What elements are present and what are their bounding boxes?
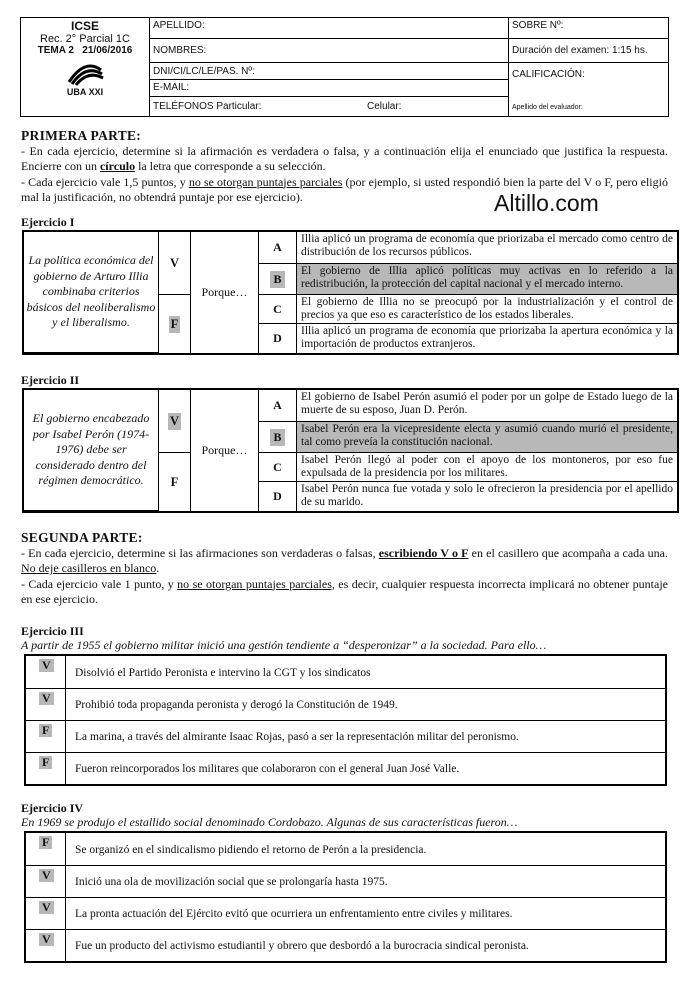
- ej4-table: [24, 831, 667, 963]
- tema-date: TEMA 2 21/06/2016: [37, 45, 133, 56]
- table-row: [26, 721, 665, 753]
- exam-header: [20, 17, 669, 117]
- ej3-intro: A partir de 1955 el gobierno militar inició una gestión tendiente a “desperonizar” a la sociedad. Para ello…: [21, 638, 547, 652]
- ej2-option-c-letter[interactable]: C: [259, 453, 297, 482]
- answer-box[interactable]: F: [26, 833, 66, 865]
- segunda-instr-2: - Cada ejercicio vale 1 punto, y no se otorgan puntajes parciales, es decir, cualquier respuesta incorrecta implicará no obtener puntaje en ese ejercicio.: [21, 576, 668, 606]
- celular-label: Celular:: [367, 101, 402, 112]
- primera-title: PRIMERA PARTE:: [21, 128, 142, 143]
- ej2-statement: El gobierno encabezado por Isabel Perón (1974-1976) debe ser considerado dentro del régimen democrático.: [24, 390, 159, 511]
- ej4-intro: En 1969 se produjo el estallido social denominado Cordobazo. Algunas de sus características fueron…: [21, 815, 518, 829]
- table-row: [26, 866, 665, 898]
- table-row: [26, 930, 665, 961]
- ej1-option-c-text: El gobierno de Illia no se preocupó por la industrialización y el control de precios ya que eso es característico de los estados liberales.: [297, 295, 677, 324]
- answer-box[interactable]: V: [26, 930, 66, 961]
- ej1-v-option[interactable]: V: [159, 232, 191, 295]
- ej2-v-option[interactable]: V: [159, 390, 191, 453]
- table-row: [26, 656, 665, 689]
- watermark: Altillo.com: [494, 190, 599, 216]
- segunda-instr-1: - En cada ejercicio, determine si las afirmaciones son verdaderas o falsas, escribiendo V o F en el casillero que acompaña a cada una. No deje casilleros en blanco.: [21, 545, 668, 575]
- row-text: La marina, a través del almirante Isaac Rojas, pasó a ser la representación militar del peronismo.: [75, 731, 519, 743]
- ej1-option-a-text: Illia aplicó un programa de economía que priorizaba el mercado como centro de distribución de los recursos públicos.: [297, 232, 677, 264]
- table-row: [26, 753, 665, 784]
- answer-box[interactable]: V: [26, 898, 66, 929]
- ej1-option-b-letter[interactable]: B: [259, 264, 297, 295]
- ej2-table: [22, 388, 679, 513]
- evaluador-label: Apellido del evaluador:: [512, 104, 583, 111]
- row-text: Se organizó en el sindicalismo pidiendo el retorno de Perón a la presidencia.: [75, 844, 427, 856]
- answer-box[interactable]: V: [26, 689, 66, 720]
- ej1-statement: La política económica del gobierno de Arturo Illia combinaba criterios básicos del neoliberalismo y el liberalismo.: [24, 232, 159, 353]
- ej2-option-d-letter[interactable]: D: [259, 482, 297, 511]
- ej3-title: Ejercicio III: [21, 624, 84, 638]
- ej2-f-option[interactable]: F: [159, 453, 191, 511]
- ej2-option-a-letter[interactable]: A: [259, 390, 297, 422]
- sobre-field[interactable]: SOBRE Nº:: [509, 18, 669, 39]
- ej2-title: Ejercicio II: [21, 373, 80, 387]
- row-text: La pronta actuación del Ejército evitó que ocurriera un enfrentamiento entre civiles y militares.: [75, 908, 513, 920]
- ej2-porque: Porque…: [191, 390, 259, 511]
- ej2-option-c-text: Isabel Perón llegó al poder con el apoyo de los montoneros, por eso fue expulsada de la presidencia por los militares.: [297, 453, 677, 482]
- calificacion-field[interactable]: CALIFICACIÓN: Apellido del evaluador:: [512, 69, 585, 111]
- row-text: Fue un producto del activismo estudiantil y obrero que desbordó a la burocracia sindical peronista.: [75, 940, 529, 952]
- primera-instr-1: - En cada ejercicio, determine si la afirmación es verdadera o falsa, y a continuación elija el enunciado que justifica la respuesta. Encierre con un círculo la letra que corresponde a su selección.: [21, 143, 668, 173]
- table-row: [26, 898, 665, 930]
- row-text: Inició una ola de movilización social que se prolongaría hasta 1975.: [75, 876, 388, 888]
- segunda-title: SEGUNDA PARTE:: [21, 530, 143, 545]
- ej2-option-b-letter[interactable]: B: [259, 422, 297, 453]
- exam-type: Rec. 2° Parcial 1C: [40, 33, 130, 45]
- primera-instr-2: - Cada ejercicio vale 1,5 puntos, y no se otorgan puntajes parciales (por ejemplo, si usted respondió bien la parte del V o F, pero eligió mal la justificación, no obtendrá puntaje por ese ejercicio).: [21, 174, 668, 204]
- ej1-table: [22, 230, 679, 355]
- table-row: [26, 833, 665, 866]
- apellido-field[interactable]: APELLIDO:: [150, 18, 509, 39]
- answer-box[interactable]: F: [26, 721, 66, 752]
- telefonos-field[interactable]: TELÉFONOS Particular: Celular:: [150, 97, 509, 117]
- answer-box[interactable]: F: [26, 753, 66, 784]
- ej2-option-b-text: Isabel Perón era la vicepresidente electa y asumió cuando murió el presidente, tal como preveía la constitución nacional.: [297, 422, 677, 453]
- ej1-option-d-text: Illia aplicó un programa de economía que priorizaba la apertura económica y la importación de productos extranjeros.: [301, 325, 673, 350]
- dni-field[interactable]: DNI/CI/LC/LE/PAS. Nº:: [150, 63, 509, 80]
- ej2-option-d-text: Isabel Perón nunca fue votada y solo le ofrecieron la presidencia por el apellido de su marido.: [301, 483, 673, 508]
- ej1-option-b-text: El gobierno de Illia aplicó políticas muy activas en lo referido a la redistribución, la protección del capital nacional y el mercado interno.: [297, 264, 677, 295]
- row-text: Disolvió el Partido Peronista e intervino la CGT y los sindicatos: [75, 667, 371, 679]
- row-text: Prohibió toda propaganda peronista y derogó la Constitución de 1949.: [75, 699, 398, 711]
- ej2-option-a-text: El gobierno de Isabel Perón asumió el poder por un golpe de Estado luego de la muerte de su esposo, Juan D. Perón.: [297, 390, 677, 422]
- ej3-table: [24, 654, 667, 786]
- ej1-option-a-letter[interactable]: A: [259, 232, 297, 264]
- table-row: [26, 689, 665, 721]
- logo-block: [21, 18, 150, 117]
- nombres-field[interactable]: NOMBRES:: [150, 39, 509, 63]
- segunda-parte: [21, 530, 668, 608]
- ej4-title: Ejercicio IV: [21, 801, 84, 815]
- answer-box[interactable]: V: [26, 866, 66, 897]
- ej1-title: Ejercicio I: [21, 215, 75, 229]
- answer-box[interactable]: V: [26, 656, 66, 688]
- ej1-option-d-letter[interactable]: D: [259, 324, 297, 353]
- ej1-f-option[interactable]: F: [159, 295, 191, 353]
- brand-label: UBA XXI: [66, 87, 104, 97]
- ej1-porque: Porque…: [191, 232, 259, 353]
- subject-code: ICSE: [70, 19, 99, 33]
- uba-logo-icon: [65, 62, 105, 86]
- ej1-option-c-letter[interactable]: C: [259, 295, 297, 324]
- email-field[interactable]: E-MAIL:: [150, 80, 509, 97]
- duracion-label: Duración del examen: 1:15 hs.: [509, 39, 669, 63]
- row-text: Fueron reincorporados los militares que colaboraron con el general Juan José Valle.: [75, 763, 460, 775]
